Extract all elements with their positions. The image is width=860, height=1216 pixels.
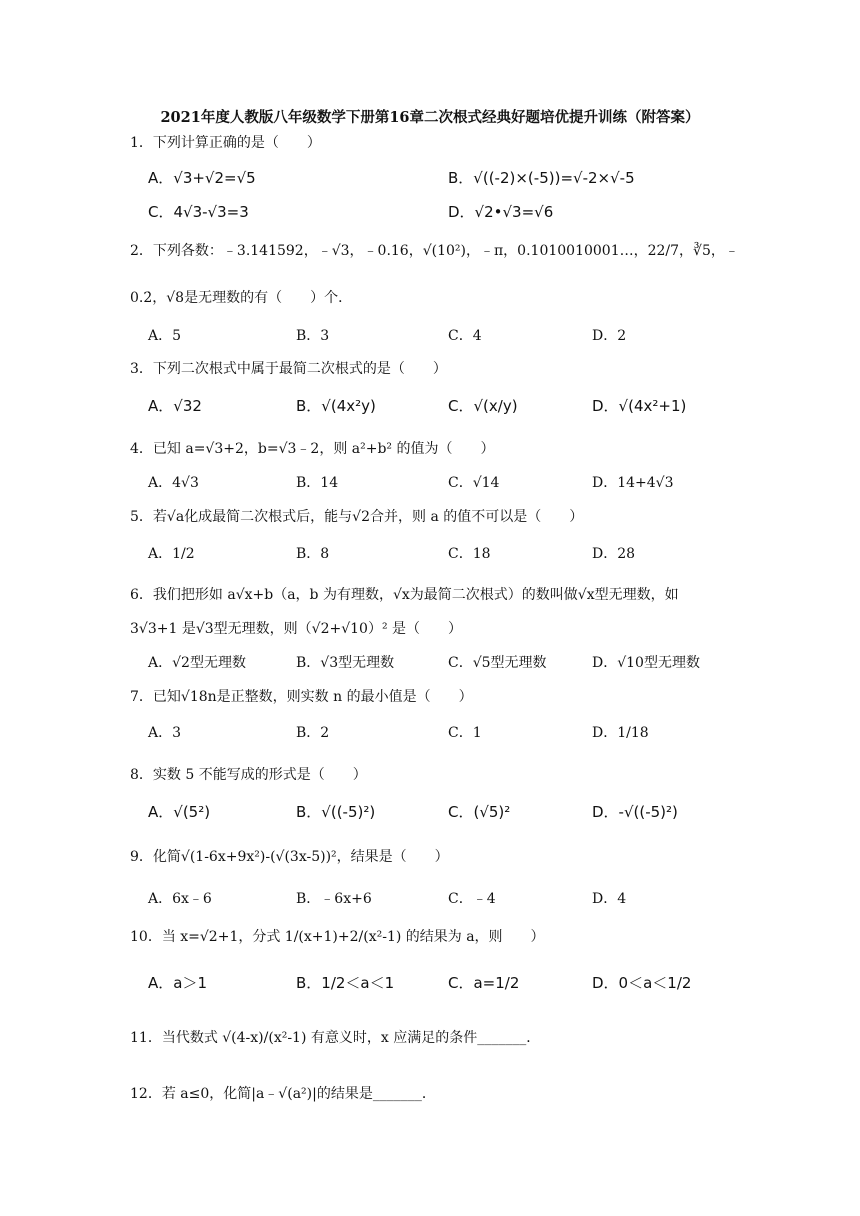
question-10-option-b: B．1/2＜a＜1 — [296, 974, 395, 992]
question-8-option-a: A．√(5²) — [148, 803, 211, 821]
question-6-option-c: C．√5型无理数 — [448, 655, 547, 671]
question-1-option-c: C．4√3-√3=3 — [148, 203, 249, 221]
question-9-option-d: D．4 — [592, 891, 627, 907]
question-4-option-c: C．√14 — [448, 475, 500, 491]
question-10-option-d: D．0＜a＜1/2 — [592, 974, 692, 992]
question-1-option-b: B．√((-2)×(-5))=√-2×√-5 — [448, 169, 635, 187]
question-8-option-d: D．-√((-5)²) — [592, 803, 678, 821]
question-4-stem: 4．已知 a=√3+2，b=√3﹣2，则 a²+b² 的值为（ ） — [130, 441, 495, 457]
question-7-option-a: A．3 — [148, 725, 182, 741]
question-6-option-d: D．√10型无理数 — [592, 655, 700, 671]
question-6-option-a: A．√2型无理数 — [148, 655, 246, 671]
question-4-option-a: A．4√3 — [148, 475, 199, 491]
question-5-option-b: B．8 — [296, 546, 330, 562]
question-12-stem: 12．若 a≤0，化简|a﹣√(a²)|的结果是_______． — [130, 1086, 436, 1102]
question-7-stem: 7．已知√18n是正整数，则实数 n 的最小值是（ ） — [130, 689, 473, 705]
question-3-option-a: A．√32 — [148, 397, 202, 415]
question-10-option-a: A．a＞1 — [148, 974, 207, 992]
question-8-option-c: C．(√5)² — [448, 803, 511, 821]
question-1-stem: 1．下列计算正确的是（ ） — [130, 135, 321, 151]
question-7-option-d: D．1/18 — [592, 725, 649, 741]
question-2-stem-continued: 0.2̇，√8是无理数的有（ ）个． — [130, 290, 353, 306]
question-9-option-b: B．﹣6x+6 — [296, 891, 372, 907]
question-2-option-a: A．5 — [148, 328, 182, 344]
question-2-option-d: D．2 — [592, 328, 627, 344]
question-5-option-a: A．1/2 — [148, 546, 195, 562]
question-2-option-b: B．3 — [296, 328, 330, 344]
question-5-option-d: D．28 — [592, 546, 636, 562]
question-9-option-c: C．﹣4 — [448, 891, 496, 907]
question-6-option-b: B．√3型无理数 — [296, 655, 395, 671]
question-1-option-a: A．√3+√2=√5 — [148, 169, 256, 187]
question-1-option-d: D．√2•√3=√6 — [448, 203, 554, 221]
document-title: 2021年度人教版八年级数学下册第16章二次根式经典好题培优提升训练（附答案） — [160, 109, 700, 126]
question-5-stem: 5．若√a化成最简二次根式后，能与√2合并，则 a 的值不可以是（ ） — [130, 509, 584, 525]
question-9-option-a: A．6x﹣6 — [148, 891, 212, 907]
question-3-stem: 3．下列二次根式中属于最简二次根式的是（ ） — [130, 361, 447, 377]
question-2-stem: 2．下列各数：﹣3.141592，﹣√3，﹣0.16，√(10²)，﹣π，0.1010010001…，22/7，∛5，﹣ — [130, 243, 739, 259]
question-8-option-b: B．√((-5)²) — [296, 803, 376, 821]
question-4-option-d: D．14+4√3 — [592, 475, 674, 491]
question-4-option-b: B．14 — [296, 475, 339, 491]
question-7-option-c: C．1 — [448, 725, 482, 741]
question-3-option-c: C．√(x/y) — [448, 397, 518, 415]
question-3-option-d: D．√(4x²+1) — [592, 397, 687, 415]
question-5-option-c: C．18 — [448, 546, 491, 562]
question-9-stem: 9．化简√(1-6x+9x²)-(√(3x-5))²，结果是（ ） — [130, 849, 449, 865]
question-2-option-c: C．4 — [448, 328, 482, 344]
question-6-stem: 6．我们把形如 a√x+b（a，b 为有理数，√x为最简二次根式）的数叫做√x型无理数，如 — [130, 587, 679, 603]
question-11-stem: 11．当代数式 √(4-x)/(x²-1) 有意义时，x 应满足的条件_______． — [130, 1030, 541, 1046]
question-10-option-c: C．a=1/2 — [448, 974, 520, 992]
question-10-stem: 10．当 x=√2+1，分式 1/(x+1)+2/(x²-1) 的结果为 a，则 ） — [130, 929, 545, 945]
question-8-stem: 8．实数 5 不能写成的形式是（ ） — [130, 767, 367, 783]
question-6-stem-continued: 3√3+1 是√3型无理数，则（√2+√10）² 是（ ） — [130, 621, 463, 637]
question-7-option-b: B．2 — [296, 725, 330, 741]
question-3-option-b: B．√(4x²y) — [296, 397, 376, 415]
